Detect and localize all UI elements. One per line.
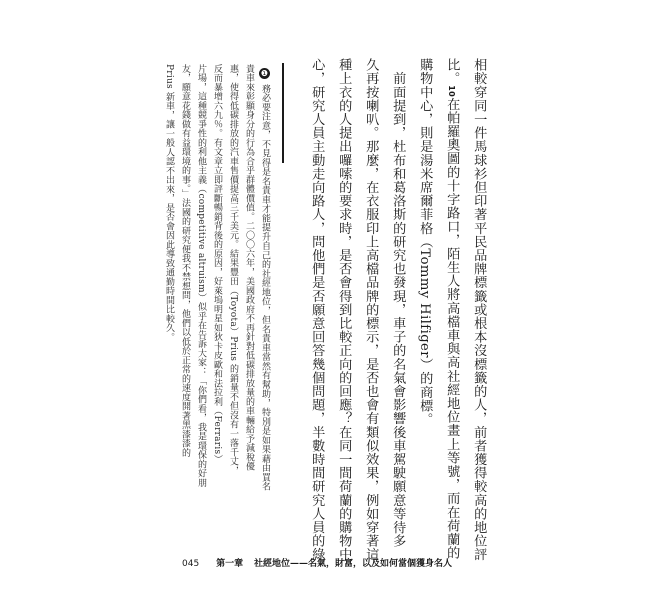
main-text-column: 前面提到，杜布和葛洛斯的研究也發現，車子的名氣會影響後車駕駛願意等待多 [390, 58, 406, 548]
note-marker-icon: ❶ [260, 69, 269, 78]
main-text-column: 久再按喇叭。那麼，在衣服印上高檔品牌的標示，是否也會有類似效果，例如穿著這 [363, 58, 379, 562]
main-text-segment: 在帕羅奧圖的十字路口，陌生人將高檔車與高社經地位畫上等號，而在荷蘭的 [444, 97, 460, 560]
note-divider [282, 63, 284, 163]
page-footer [182, 556, 452, 569]
main-text-column: 購物中心，則是湯米席爾菲格（Tommy Hilfiger）的商標。 [417, 58, 433, 426]
main-text-column [445, 58, 458, 560]
main-text-segment: 比。 [444, 58, 460, 86]
note-text-column: 反而暴增六九％。有文章立即評斷暢銷背後的原因，好萊塢明星如狄卡皮歐和法拉利（Ferraris） [212, 64, 222, 464]
note-text-column: 貴車來彰顯身分的行為合乎群體價值。二〇〇六年，美國政府不再針對低碳排放量的車輛給予減稅優 [244, 64, 254, 471]
note-text-column: 友，願意花錢做有益環境的事。」法國的研究便我不禁想問，他們以低於正常的速度開著黑漆漆的 [180, 64, 190, 458]
main-text-column: 相較穿同一件馬球衫但印著平民品牌標籤或根本沒標籤的人，前者獲得較高的地位評 [471, 58, 487, 562]
chapter-title: 社經地位——名氣，財富，以及如何當個獲身名人 [253, 559, 452, 569]
chapter-label: 第一章 [216, 559, 244, 569]
note-text-column: 務必要注意，不見得是名貴車才能提升自己的社經地位，但名貴車當然有幫助，特別是如果藉由買名 [260, 84, 270, 491]
main-text-column: 心，研究人員主動走向路人，問他們是否願意回答幾個問題，半數時間研究人員的綠 [309, 58, 325, 562]
note-text-column: 惠，使得低碳排放的汽車售價提高三千美元。結果豐田（Toyota）Prius 的銷量不但沒有一落千丈， [228, 64, 238, 476]
footnote-reference: 10 [447, 85, 457, 98]
note-text-column: 片場，這種競爭性的利他主義（competitive altruism）似乎在告訴大家：「你們看，我是環保的好朋 [196, 64, 206, 488]
main-text-column: 種上衣的人提出囉嗦的要求時，是否會得到比較正向的回應？在同一間荷蘭的購物中 [336, 58, 352, 562]
page-number: 045 [182, 559, 200, 569]
note-text-column: Prius 新車，讓一般人認不出來，是否會因此導致通勤時間比較久。 [164, 64, 174, 342]
